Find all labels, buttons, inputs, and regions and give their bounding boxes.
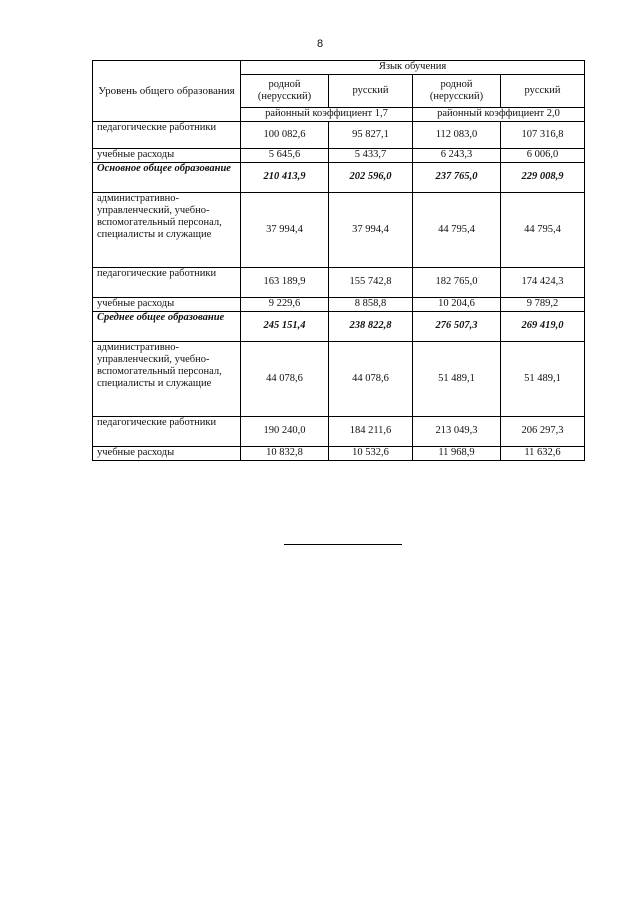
row-label: Среднее общее образование [93, 312, 241, 342]
section-row [93, 312, 585, 342]
table-row [93, 417, 585, 447]
cell-value: 6 006,0 [501, 149, 585, 163]
data-table [92, 60, 585, 461]
cell-value: 10 532,6 [329, 447, 413, 461]
cell-value: 155 742,8 [329, 268, 413, 298]
table-body [93, 122, 585, 461]
cell-value: 11 632,6 [501, 447, 585, 461]
cell-value: 163 189,9 [241, 268, 329, 298]
cell-value: 238 822,8 [329, 312, 413, 342]
cell-value: 269 419,0 [501, 312, 585, 342]
table-row [93, 342, 585, 417]
row-label: учебные расходы [93, 447, 241, 461]
header-language: Язык обучения [241, 61, 585, 75]
row-label: учебные расходы [93, 149, 241, 163]
row-label: педагогические работники [93, 268, 241, 298]
row-label: педагогические работники [93, 122, 241, 149]
cell-value: 44 078,6 [241, 342, 329, 417]
cell-value: 10 832,8 [241, 447, 329, 461]
header-col-native-2: родной (нерусский) [413, 75, 501, 108]
cell-value: 202 596,0 [329, 163, 413, 193]
cell-value: 184 211,6 [329, 417, 413, 447]
header-col-russian-1: русский [329, 75, 413, 108]
cell-value: 51 489,1 [413, 342, 501, 417]
cell-value: 44 078,6 [329, 342, 413, 417]
section-row [93, 163, 585, 193]
row-label: педагогические работники [93, 417, 241, 447]
table-row [93, 298, 585, 312]
row-label: административно-управленческий, учебно-вспомогательный персонал, специалисты и служащие [93, 342, 241, 417]
cell-value: 10 204,6 [413, 298, 501, 312]
page-number: 8 [316, 38, 324, 50]
cell-value: 9 229,6 [241, 298, 329, 312]
cell-value: 5 645,6 [241, 149, 329, 163]
table-row [93, 268, 585, 298]
cell-value: 8 858,8 [329, 298, 413, 312]
cell-value: 51 489,1 [501, 342, 585, 417]
cell-value: 213 049,3 [413, 417, 501, 447]
cell-value: 9 789,2 [501, 298, 585, 312]
header-education-level: Уровень общего образования [93, 61, 241, 122]
cell-value: 100 082,6 [241, 122, 329, 149]
table-row [93, 149, 585, 163]
cell-value: 5 433,7 [329, 149, 413, 163]
table-row [93, 447, 585, 461]
cell-value: 245 151,4 [241, 312, 329, 342]
cell-value: 37 994,4 [329, 193, 413, 268]
cell-value: 112 083,0 [413, 122, 501, 149]
cell-value: 95 827,1 [329, 122, 413, 149]
header-col-native-1: родной (нерусский) [241, 75, 329, 108]
cell-value: 276 507,3 [413, 312, 501, 342]
cell-value: 6 243,3 [413, 149, 501, 163]
cell-value: 174 424,3 [501, 268, 585, 298]
header-coefficient-1: районный коэффициент 1,7 [241, 108, 413, 122]
cell-value: 44 795,4 [501, 193, 585, 268]
cell-value: 229 008,9 [501, 163, 585, 193]
table-row [93, 193, 585, 268]
footer-rule [284, 544, 402, 545]
row-label: учебные расходы [93, 298, 241, 312]
table-row [93, 122, 585, 149]
cell-value: 44 795,4 [413, 193, 501, 268]
cell-value: 237 765,0 [413, 163, 501, 193]
cell-value: 11 968,9 [413, 447, 501, 461]
header-col-russian-2: русский [501, 75, 585, 108]
header-coefficient-2: районный коэффициент 2,0 [413, 108, 585, 122]
cell-value: 107 316,8 [501, 122, 585, 149]
cell-value: 210 413,9 [241, 163, 329, 193]
row-label: Основное общее образование [93, 163, 241, 193]
cell-value: 182 765,0 [413, 268, 501, 298]
row-label: административно-управленческий, учебно-вспомогательный персонал, специалисты и служащие [93, 193, 241, 268]
cell-value: 37 994,4 [241, 193, 329, 268]
cell-value: 190 240,0 [241, 417, 329, 447]
cell-value: 206 297,3 [501, 417, 585, 447]
